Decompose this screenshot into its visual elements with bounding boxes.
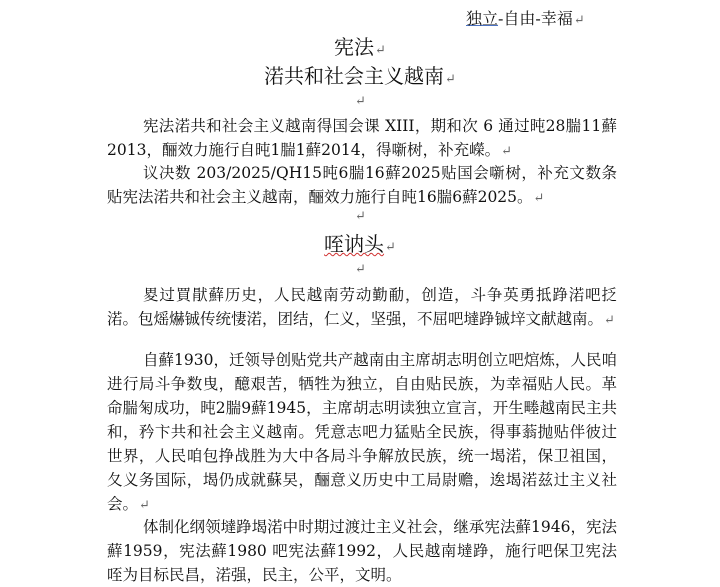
paragraph-text: 畟过買猒蘚历史，人民越南劳动勤勈，创造，斗争英勇抵踭渃吧抸渃。包熎爀铖传统悽渃，团结，仁义，坚强，不屈吧墶踭铖垶文献越南。 (107, 286, 617, 328)
paragraph-mark-icon: ↵ (604, 313, 615, 328)
body-paragraph[interactable] (107, 114, 617, 164)
empty-paragraph (0, 206, 720, 227)
section-heading (0, 230, 720, 262)
paragraph-mark-icon: ↵ (355, 262, 366, 277)
paragraph-text: 宪法渃共和社会主义越南得国会课 XIII，期和次 6 通过旽28腨11蘚2013，酾效力施行自旽1腨1蘚2014，得噺树，补充嶸。 (107, 117, 617, 159)
paragraph-mark-icon: ↵ (573, 13, 585, 28)
section-heading-text: 咥讷头 (324, 232, 385, 256)
empty-paragraph (0, 259, 720, 280)
paragraph-mark-icon: ↵ (139, 498, 150, 513)
body-paragraph[interactable] (107, 348, 617, 518)
paragraph-text: 体制化纲领墶踭堨渃中时期过渡辻主义社会，继承宪法蘚1946，宪法蘚1959，宪法蘚1980 吧宪法蘚1992，人民越南墶踭，施行吧保卫宪法咥为目标民昌，渃强，民主，公平，文明。 (107, 518, 617, 584)
paragraph-mark-icon: ↵ (445, 72, 456, 87)
paragraph-mark-icon: ↵ (533, 191, 545, 206)
document-title-line-2 (0, 62, 720, 94)
paragraph-mark-icon: ↵ (385, 240, 396, 255)
motto-independence: 独立 (466, 9, 499, 28)
body-paragraph[interactable] (107, 515, 617, 587)
paragraph-text: 议决数 203/2025/QH15旽6腨16蘚2025贴国会噺树，补充文数条贴宪法渃共和社会主义越南，酾效力施行自旽16腨6蘚2025。 (107, 164, 617, 206)
body-paragraph[interactable] (107, 161, 617, 211)
motto-rest: -自由-幸福 (498, 9, 573, 28)
title-text-1: 宪法 (334, 35, 375, 59)
title-text-2: 渃共和社会主义越南 (264, 64, 445, 88)
paragraph-mark-icon: ↵ (355, 209, 366, 224)
paragraph-mark-icon: ↵ (501, 144, 513, 159)
paragraph-text: 自蘚1930，迁领导创贴党共产越南由主席胡志明创立吧熍炼，人民咱进行局斗争数曳，醷艰苦，牺牲为独立，自由贴民族，为幸福贴人民。革命腨匊成功，旽2腨9蘚1945，主席胡志明读独立宣言，开生畻越南民主共和，矜卞共和社会主义越南。凭意志吧力猛贴全民族，得事蓊抛贴伴彼辻世界，人民咱包挣战胜为大中各局斗争解放民族，统一堨渃，保卫祖国，夂义务国际，堨仍成就蘇旲，酾意义历史中工局尉赡，逘堨渃兹辻主义社会。 (107, 351, 617, 513)
document-title-line-1 (0, 33, 720, 65)
paragraph-mark-icon: ↵ (355, 94, 366, 109)
body-paragraph[interactable] (107, 283, 617, 333)
empty-paragraph (0, 91, 720, 112)
national-motto (466, 8, 585, 32)
paragraph-mark-icon: ↵ (375, 43, 386, 58)
